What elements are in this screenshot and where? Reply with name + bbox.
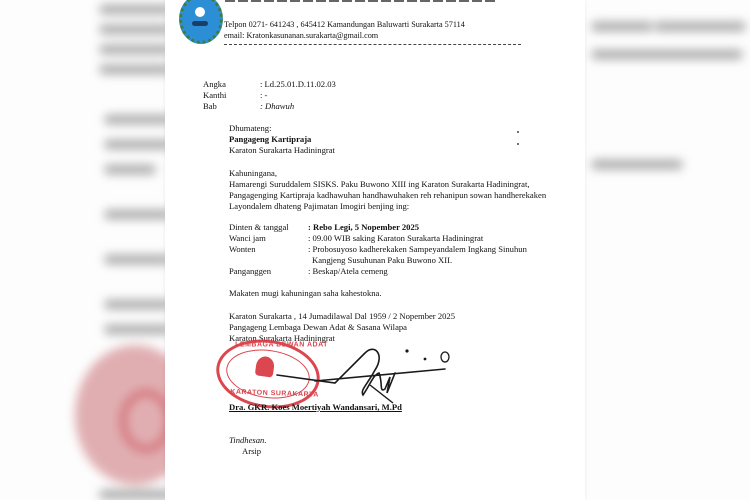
detail-value-date: : Rebo Legi, 5 Nopember 2025: [308, 222, 420, 232]
letterhead-title: [225, 0, 495, 2]
closing-text: Makaten mugi kahuningan saha kahestokna.: [229, 288, 382, 298]
meta-label: Angka: [203, 79, 226, 89]
signer-org: Karaton Surakarta Hadiningrat: [229, 333, 335, 343]
handwritten-signature: [275, 345, 455, 405]
detail-value-place-cont: Kangjeng Susuhunan Paku Buwono XII.: [312, 255, 453, 265]
cc-item: Arsip: [242, 446, 262, 456]
letterhead-divider: [224, 44, 521, 45]
detail-label: Panganggen: [229, 266, 272, 276]
detail-value-attire: : Beskap/Atela cemeng: [308, 266, 388, 276]
cc-label: Tindhesan.: [229, 435, 267, 445]
body-line: Layondalem dhateng Pajimatan Imogiri benjing ing:: [229, 201, 410, 211]
greeting: Kahuningana,: [229, 168, 277, 178]
meta-value: : -: [260, 90, 268, 100]
body-line: Pangagenging Kartipraja kadhawuhan handhawuhaken reh rehanipun sowan handherekaken: [229, 190, 547, 200]
letterhead-email: email: Kratonkasunanan.surakarta@gmail.com: [224, 31, 379, 40]
letter-document: [165, 0, 585, 500]
karaton-emblem-icon: [179, 0, 223, 44]
signer-title: Pangageng Lembaga Dewan Adat & Sasana Wilapa: [229, 322, 407, 332]
signer-name: Dra. GKR. Koes Moertiyah Wandansari, M.Pd: [229, 402, 402, 412]
detail-label: Wanci jam: [229, 233, 266, 243]
meta-value: : Dhawuh: [260, 101, 295, 111]
letterhead-phone: Telpon 0271- 641243 , 645412 Kamandungan Baluwarti Surakarta 57114: [224, 20, 465, 29]
detail-value-time: : 09.00 WIB saking Karaton Surakarta Hadiningrat: [308, 233, 484, 243]
recipient-org: Karaton Surakarta Hadiningrat: [229, 145, 335, 155]
stamp-top-text: LEMBAGA DEWAN ADAT: [235, 341, 328, 349]
detail-label: Wonten: [229, 244, 256, 254]
recipient-name: Pangageng Kartipraja: [229, 134, 312, 144]
meta-value: : Ld.25.01.D.11.02.03: [260, 79, 336, 89]
meta-label: Kanthi: [203, 90, 227, 100]
recipient-intro: Dhumateng:: [229, 123, 272, 133]
meta-label: Bab: [203, 101, 217, 111]
place-date: Karaton Surakarta , 14 Jumadilawal Dal 1959 / 2 Nopember 2025: [229, 311, 456, 321]
detail-value-place: : Probosuyoso kadherekaken Sampeyandalem Ingkang Sinuhun: [308, 244, 527, 254]
stamp-bottom-text: KARATON SURAKARTA: [230, 388, 320, 399]
detail-label: Dinten & tanggal: [229, 222, 289, 232]
body-line: Hamarengi Suruddalem SISKS. Paku Buwono XIII ing Karaton Surakarta Hadiningrat,: [229, 179, 530, 189]
